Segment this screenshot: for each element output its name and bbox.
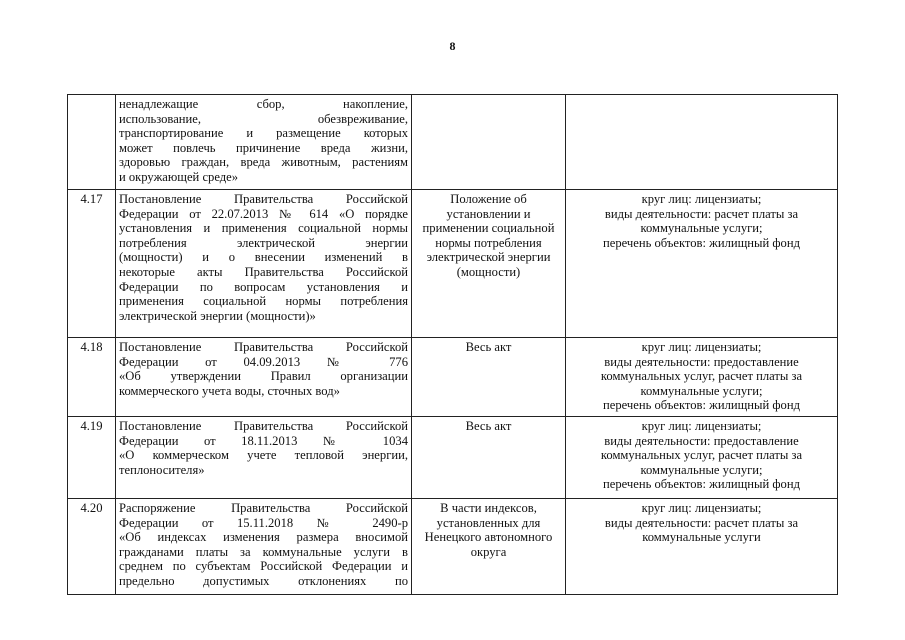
scope-line: круг лиц: лицензиаты;: [641, 340, 762, 354]
act-title-line: коммерческого учета воды, сточных вод»: [119, 383, 340, 398]
table-row: [68, 499, 838, 595]
act-title-line: Федерации от 04.09.2013 № 776: [119, 354, 408, 369]
act-part: Весь акт: [412, 338, 566, 417]
scope-line: перечень объектов: жилищный фонд: [603, 398, 800, 413]
act-part: Положение об установлении и применении социальной нормы потребления электрической энергии (мощности): [412, 190, 566, 338]
act-title-line: Федерации от 22.07.2013 № 614 «О порядке: [119, 206, 408, 221]
scope-line: виды деятельности: предоставление коммунальных услуг, расчет платы за коммунальные услуги;: [600, 433, 803, 477]
act-title-line: теплоносителя»: [119, 462, 205, 477]
scope-line: круг лиц: лицензиаты;: [641, 192, 762, 206]
act-title-line: Федерации от 15.11.2018 № 2490-р: [119, 515, 408, 530]
scope-line: виды деятельности: расчет платы за коммунальные услуги;: [604, 206, 799, 236]
act-title-line: может повлечь причинение вреда жизни,: [119, 140, 408, 155]
act-title: [116, 499, 412, 595]
table-row: [68, 417, 838, 499]
scope-line: виды деятельности: расчет платы за коммунальные услуги: [604, 515, 799, 545]
act-scope: [566, 499, 838, 595]
act-scope: [566, 190, 838, 338]
table-row: [68, 338, 838, 417]
act-title-line: потребления электрической энергии: [119, 235, 408, 250]
act-title: [116, 338, 412, 417]
act-part: [412, 95, 566, 190]
act-title-line: Федерации по вопросам установления и: [119, 279, 408, 294]
scope-line: перечень объектов: жилищный фонд: [603, 477, 800, 492]
act-title-line: гражданами платы за коммунальные услуги в: [119, 544, 408, 559]
row-number: 4.18: [68, 338, 116, 417]
table-row: [68, 190, 838, 338]
act-title-line: электрической энергии (мощности)»: [119, 308, 316, 323]
act-title-line: транспортирование и размещение которых: [119, 126, 408, 141]
act-title-line: и окружающей среде»: [119, 169, 239, 184]
act-title-line: Распоряжение Правительства Российской: [119, 501, 408, 515]
act-part: Весь акт: [412, 417, 566, 499]
row-number: 4.19: [68, 417, 116, 499]
page-number: 8: [449, 39, 456, 53]
act-part: В части индексов, установленных для Ненецкого автономного округа: [412, 499, 566, 595]
act-title-line: «О коммерческом учете тепловой энергии,: [119, 448, 408, 463]
act-title: [116, 190, 412, 338]
act-title: [116, 417, 412, 499]
scope-line: круг лиц: лицензиаты;: [641, 419, 762, 433]
act-title-line: «Об индексах изменения размера вносимой: [119, 530, 408, 545]
regulations-table: [67, 94, 838, 595]
act-title-line: ненадлежащие сбор, накопление,: [119, 97, 408, 111]
act-title-line: некоторые акты Правительства Российской: [119, 264, 408, 279]
act-title: [116, 95, 412, 190]
act-title-line: Постановление Правительства Российской: [119, 419, 408, 433]
act-title-line: предельно допустимых отклонениях по: [119, 573, 408, 588]
scope-line: виды деятельности: предоставление коммунальных услуг, расчет платы за коммунальные услуги;: [600, 354, 803, 398]
row-number: 4.20: [68, 499, 116, 595]
scope-line: круг лиц: лицензиаты;: [641, 501, 762, 515]
act-title-line: Постановление Правительства Российской: [119, 340, 408, 354]
act-title-line: установления и применения социальной нормы: [119, 221, 408, 236]
act-title-line: здоровью граждан, вреда животным, растениям: [119, 155, 408, 170]
row-number: [68, 95, 116, 190]
act-title-line: применения социальной нормы потребления: [119, 294, 408, 309]
act-title-line: «Об утверждении Правил организации: [119, 369, 408, 384]
act-title-line: (мощности) и о внесении изменений в: [119, 250, 408, 265]
act-scope: [566, 338, 838, 417]
row-number: 4.17: [68, 190, 116, 338]
table-row: [68, 95, 838, 190]
act-scope: [566, 95, 838, 190]
scope-line: перечень объектов: жилищный фонд: [603, 235, 800, 250]
act-title-line: среднем по субъектам Российской Федерации и: [119, 559, 408, 574]
act-title-line: использование, обезвреживание,: [119, 111, 408, 126]
act-title-line: Постановление Правительства Российской: [119, 192, 408, 206]
act-scope: [566, 417, 838, 499]
act-title-line: Федерации от 18.11.2013 № 1034: [119, 433, 408, 448]
